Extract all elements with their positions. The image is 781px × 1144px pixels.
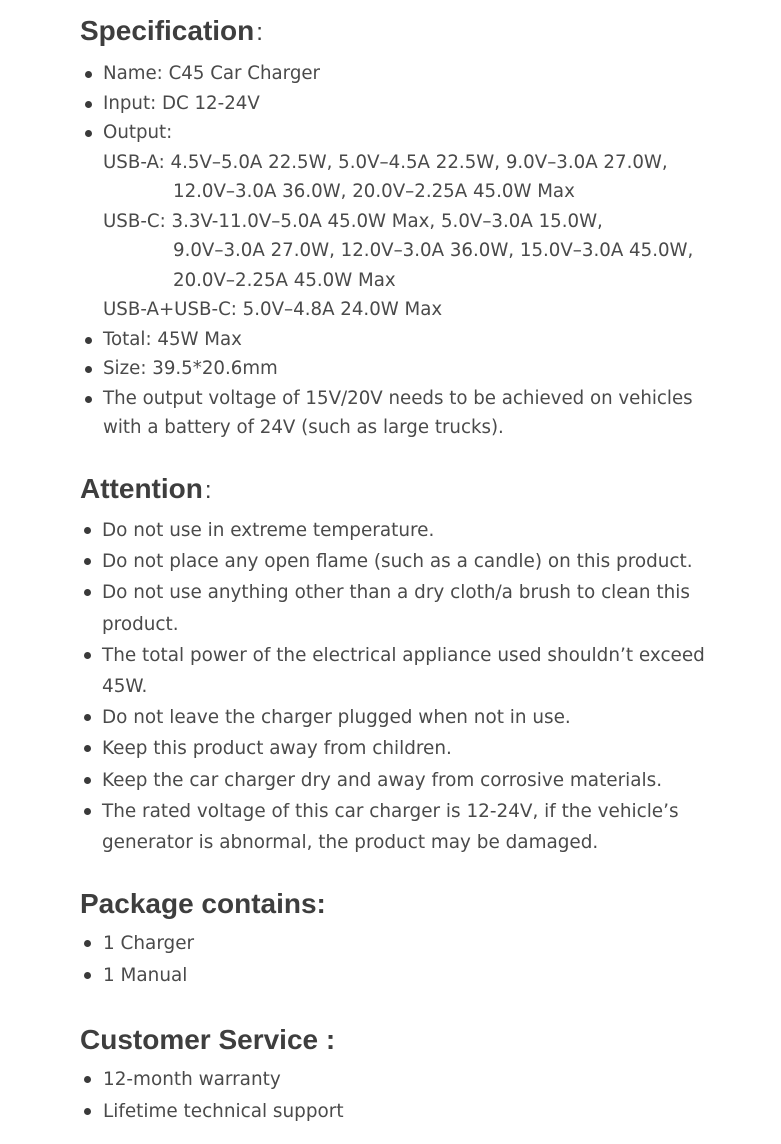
- spec-item-name: Name: C45 Car Charger: [80, 59, 741, 89]
- service-item-line: Lifetime technical support: [103, 1100, 344, 1122]
- attention-item-line: The rated voltage of this car charger is 12-24V, if the vehicle’s: [102, 800, 679, 822]
- usb-c-line-1: USB-C: 3.3V-11.0V–5.0A 45.0W Max, 5.0V–3.0A 15.0W,: [103, 210, 603, 232]
- attention-title: Attention: [80, 473, 203, 504]
- specification-list: [80, 59, 741, 443]
- usb-c-line-2: 9.0V–3.0A 27.0W, 12.0V–3.0A 36.0W, 15.0V–3.0A 45.0W,: [173, 240, 694, 261]
- package-heading: Package contains:: [80, 888, 326, 919]
- attention-section: [80, 472, 741, 858]
- spec-item-size: Size: 39.5*20.6mm: [80, 354, 741, 384]
- service-item: [80, 1096, 741, 1128]
- usb-c-line-3: 20.0V–2.25A 45.0W Max: [173, 269, 396, 291]
- usb-a-line-1: USB-A: 4.5V–5.0A 22.5W, 5.0V–4.5A 22.5W, 9.0V–3.0A 27.0W,: [103, 151, 668, 173]
- attention-item: [80, 546, 741, 577]
- spec-item-output: Output: USB-A: 4.5V–5.0A 22.5W, 5.0V–4.5A 22.5W, 9.0V–3.0A 27.0W, 12.0V–3.0A 36.0W, 20.0V–2.25A 45.0W Max USB-C: 3.3V-11.0V–5.0A 45.0W Max, 5.0V–3.0A 15.0W, 9.0V–3.0A 27.0W, 12.0V–3.0A 36.0W, 15.0V–3.0A 45.0W, 20.0V–2.25A 45.0W Max USB-A+USB-C: 5.0V–4.8A 24.0W Max: [80, 118, 741, 325]
- spec-output-usb-c: [103, 207, 741, 296]
- package-item-line: 1 Manual: [103, 964, 188, 986]
- attention-colon: :: [204, 477, 212, 504]
- attention-item: [80, 702, 741, 733]
- note-line-1: The output voltage of 15V/20V needs to be achieved on vehicles: [103, 387, 693, 409]
- package-list: [80, 928, 741, 991]
- attention-item-line: Do not leave the charger plugged when not in use.: [102, 707, 571, 729]
- service-heading: Customer Service :: [80, 1024, 336, 1055]
- package-item: [80, 960, 741, 992]
- attention-heading: [80, 472, 741, 508]
- service-list: [80, 1064, 741, 1127]
- attention-item-line: Keep the car charger dry and away from corrosive materials.: [102, 769, 663, 791]
- attention-item-line: Keep this product away from children.: [102, 738, 452, 760]
- package-section: [80, 887, 741, 991]
- attention-item-line: Do not use in extreme temperature.: [102, 520, 435, 541]
- package-item: [80, 928, 741, 960]
- spec-output-usb-ac: [103, 295, 741, 325]
- service-item-line: 12-month warranty: [103, 1069, 281, 1090]
- specification-title: Specification: [80, 15, 255, 46]
- attention-item-line: 45W.: [102, 676, 148, 698]
- attention-item: [80, 515, 741, 546]
- spec-item-note: [80, 384, 741, 443]
- service-item: [80, 1064, 741, 1096]
- attention-item-line: The total power of the electrical appliance used shouldn’t exceed: [102, 644, 705, 666]
- specification-colon: :: [256, 19, 263, 46]
- service-section: [80, 1023, 741, 1127]
- package-item-line: 1 Charger: [103, 933, 195, 954]
- attention-item-line: product.: [102, 613, 179, 635]
- attention-item: [80, 577, 741, 639]
- attention-item: [80, 733, 741, 764]
- attention-item-line: Do not place any open flame (such as a candle) on this product.: [102, 551, 693, 573]
- attention-item: [80, 765, 741, 796]
- attention-item: [80, 640, 741, 702]
- specification-heading: [80, 14, 741, 50]
- usb-ac-line: USB-A+USB-C: 5.0V–4.8A 24.0W Max: [103, 299, 443, 320]
- specification-section: [80, 14, 741, 443]
- attention-list: [80, 515, 741, 858]
- attention-item-line: Do not use anything other than a dry cloth/a brush to clean this: [102, 582, 690, 604]
- note-line-2: with a battery of 24V (such as large trucks).: [103, 417, 504, 438]
- spec-item-total: Total: 45W Max: [80, 325, 741, 355]
- attention-item-line: generator is abnormal, the product may be damaged.: [102, 832, 599, 854]
- spec-item-input: Input: DC 12-24V: [80, 89, 741, 119]
- spec-output-usb-a: [80, 148, 741, 207]
- usb-a-line-2: 12.0V–3.0A 36.0W, 20.0V–2.25A 45.0W Max: [173, 181, 575, 202]
- attention-item: [80, 796, 741, 858]
